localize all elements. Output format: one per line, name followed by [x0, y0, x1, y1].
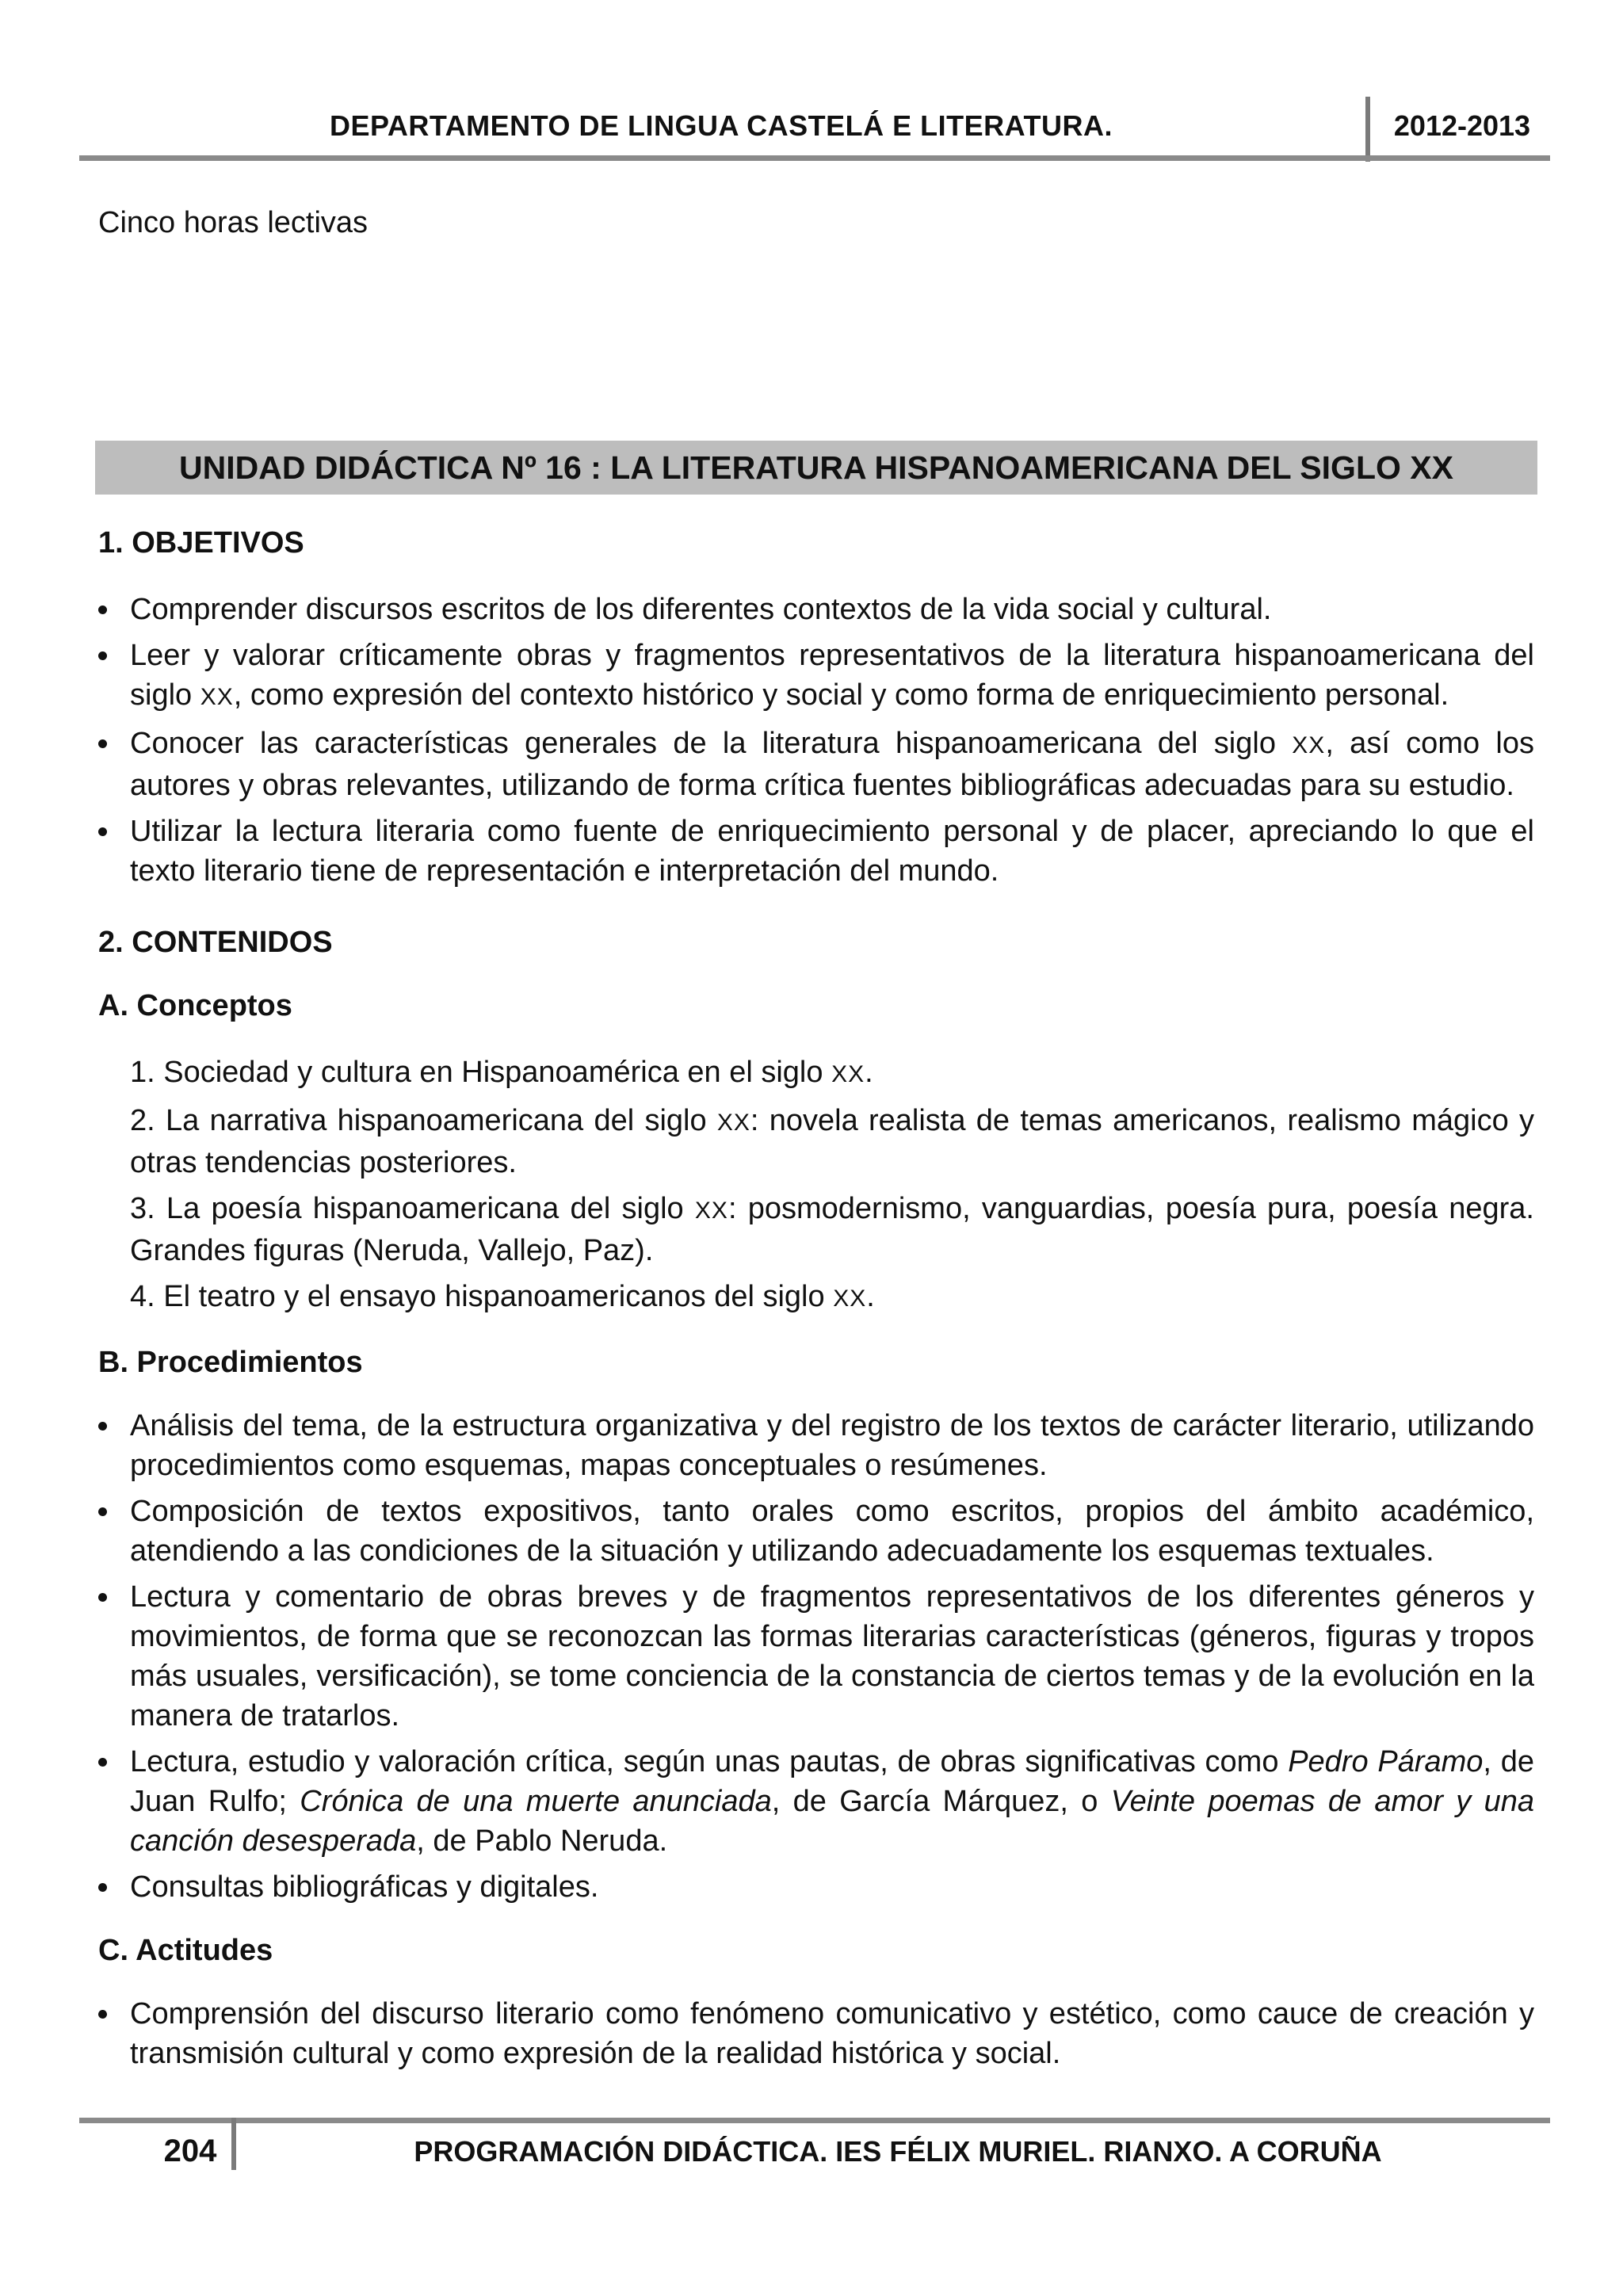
section-heading-objetivos: 1. OBJETIVOS [98, 526, 304, 560]
bullet-icon [98, 827, 107, 836]
bullet-icon [98, 2010, 107, 2019]
bullet-icon [98, 1422, 107, 1431]
subsection-heading-actitudes: C. Actitudes [98, 1934, 273, 1967]
bullet-icon [98, 651, 107, 660]
procedimientos-list [98, 1406, 1534, 1907]
list-item: Lectura y comentario de obras breves y de fragmentos representativos de los diferentes géneros y movimientos, de forma que se reconozcan las formas literarias características (géneros, figuras y tropos más usuales, versificación), se tome conciencia de la constancia de ciertos temas y de la evolución en la manera de tratarlos. [98, 1577, 1534, 1736]
actitudes-list [98, 1994, 1534, 2073]
list-item: 1. Sociedad y cultura en Hispanoamérica en el siglo XX. [130, 1056, 873, 1089]
subsection-heading-procedimientos: B. Procedimientos [98, 1346, 363, 1379]
header-department: DEPARTAMENTO DE LINGUA CASTELÁ E LITERATURA. [330, 109, 1113, 142]
main-content [98, 523, 1534, 2080]
list-item: Análisis del tema, de la estructura organizativa y del registro de los textos de carácter literario, utilizando procedimientos como esquemas, mapas conceptuales o resúmenes. [98, 1406, 1534, 1485]
list-item: Comprensión del discurso literario como fenómeno comunicativo y estético, como cauce de creación y transmisión cultural y como expresión de la realidad histórica y social. [98, 1994, 1534, 2073]
list-item: Leer y valorar críticamente obras y fragmentos representativos de la literatura hispanoamericana del siglo XX, como expresión del contexto histórico y social y como forma de enriquecimiento personal. [98, 636, 1534, 717]
list-item: Utilizar la lectura literaria como fuente de enriquecimiento personal y de placer, apreciando lo que el texto literario tiene de representación e interpretación del mundo. [98, 812, 1534, 891]
list-item: 2. La narrativa hispanoamericana del siglo XX: novela realista de temas americanos, realismo mágico y otras tendencias posteriores. [130, 1104, 1534, 1179]
footer-rule [79, 2118, 1550, 2123]
header-rule [79, 155, 1550, 161]
intro-text: Cinco horas lectivas [98, 206, 369, 239]
header-separator [1365, 97, 1370, 162]
footer-separator [231, 2118, 236, 2170]
bullet-icon [98, 739, 107, 748]
bullet-icon [98, 1593, 107, 1602]
header-year: 2012-2013 [1393, 109, 1531, 142]
objetivos-list [98, 590, 1534, 891]
footer-text: PROGRAMACIÓN DIDÁCTICA. IES FÉLIX MURIEL. RIANXO. A CORUÑA [414, 2135, 1382, 2168]
subsection-heading-conceptos: A. Conceptos [98, 989, 292, 1022]
list-item: Conocer las características generales de la literatura hispanoamericana del siglo XX, así como los autores y obras relevantes, utilizando de forma crítica fuentes bibliográficas adecuadas para su estudio. [98, 724, 1534, 805]
list-item: Lectura, estudio y valoración crítica, según unas pautas, de obras significativas como Pedro Páramo, de Juan Rulfo; Crónica de una muerte anunciada, de García Márquez, o Veinte poemas de amor y una canción desesperada, de Pablo Neruda. [98, 1742, 1534, 1861]
bullet-icon [98, 606, 107, 614]
unit-title: UNIDAD DIDÁCTICA Nº 16 : LA LITERATURA HISPANOAMERICANA DEL SIGLO XX [95, 441, 1537, 495]
list-item: Composición de textos expositivos, tanto orales como escritos, propios del ámbito académico, atendiendo a las condiciones de la situación y utilizando adecuadamente los esquemas textuales. [98, 1492, 1534, 1571]
bullet-icon [98, 1507, 107, 1516]
list-item: Consultas bibliográficas y digitales. [98, 1867, 1534, 1907]
list-item: 4. El teatro y el ensayo hispanoamericanos del siglo XX. [130, 1280, 875, 1313]
bullet-icon [98, 1883, 107, 1892]
bullet-icon [98, 1758, 107, 1767]
page-number: 204 [163, 2134, 217, 2168]
section-heading-contenidos: 2. CONTENIDOS [98, 926, 333, 959]
conceptos-list [98, 1052, 1534, 1319]
list-item: Comprender discursos escritos de los diferentes contextos de la vida social y cultural. [98, 590, 1534, 629]
list-item: 3. La poesía hispanoamericana del siglo XX: posmodernismo, vanguardias, poesía pura, poesía negra. Grandes figuras (Neruda, Vallejo, Paz). [130, 1192, 1534, 1267]
